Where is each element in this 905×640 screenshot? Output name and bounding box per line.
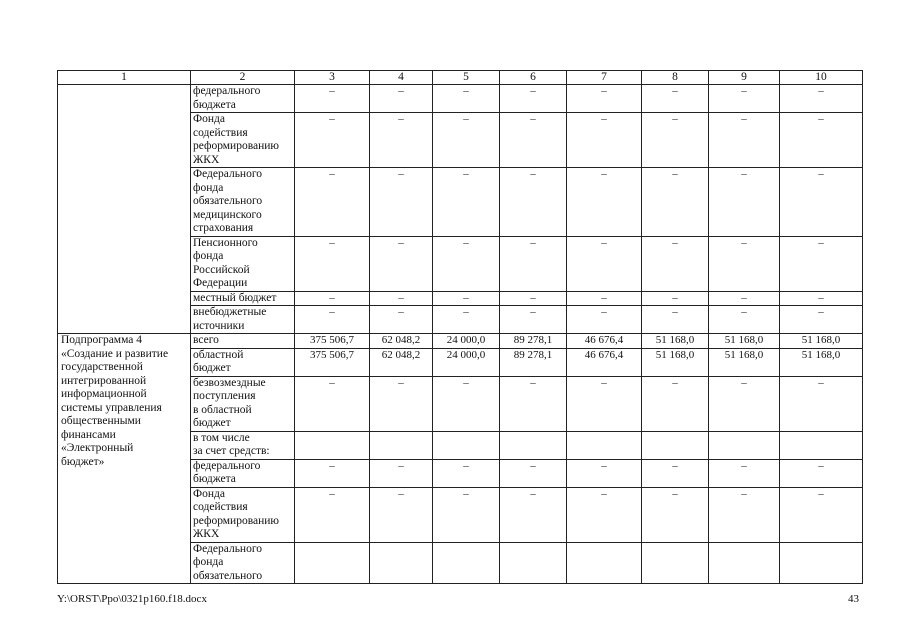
funding-source-cell: безвозмездные поступления в областной бюджет [191,376,295,431]
program-name-cell [58,85,191,334]
funding-source-cell: Федерального фонда обязательного медицинского страхования [191,168,295,237]
subprogram-name-cell: Подпрограмма 4 «Создание и развитие государственной интегрированной информационной системы управления общественными финансами «Электронный бюджет» [58,334,191,584]
value-cell: – [567,85,642,113]
value-cell: – [500,113,567,168]
value-cell: 89 278,1 [500,334,567,349]
value-cell: – [433,113,500,168]
header-cell: 2 [191,71,295,85]
value-cell: – [709,487,780,542]
value-cell: – [567,236,642,291]
value-cell: – [642,236,709,291]
value-cell [370,431,433,459]
value-cell: – [780,85,863,113]
value-cell: – [780,459,863,487]
value-cell [709,542,780,584]
value-cell: 51 168,0 [642,334,709,349]
value-cell: – [709,85,780,113]
value-cell [642,542,709,584]
footer-page-number: 43 [848,593,859,605]
funding-source-cell: Фонда содействия реформированию ЖКХ [191,487,295,542]
value-cell: – [642,306,709,334]
value-cell [295,431,370,459]
value-cell: – [295,85,370,113]
value-cell [370,542,433,584]
value-cell: 375 506,7 [295,334,370,349]
value-cell: – [642,291,709,306]
value-cell: – [567,291,642,306]
value-cell [567,431,642,459]
value-cell: – [500,459,567,487]
value-cell: – [295,487,370,542]
value-cell: – [295,306,370,334]
value-cell [709,431,780,459]
value-cell: – [567,306,642,334]
value-cell: – [780,376,863,431]
funding-source-cell: Фонда содействия реформированию ЖКХ [191,113,295,168]
value-cell: – [642,113,709,168]
value-cell: – [370,168,433,237]
header-cell: 4 [370,71,433,85]
header-cell: 1 [58,71,191,85]
value-cell: – [370,306,433,334]
header-cell: 9 [709,71,780,85]
value-cell: – [500,487,567,542]
value-cell: – [500,85,567,113]
value-cell: – [567,487,642,542]
header-cell: 6 [500,71,567,85]
value-cell [500,542,567,584]
value-cell: – [295,459,370,487]
header-cell: 5 [433,71,500,85]
value-cell: – [433,306,500,334]
value-cell: – [500,306,567,334]
value-cell: – [433,291,500,306]
funding-source-cell: областной бюджет [191,348,295,376]
value-cell: – [433,168,500,237]
value-cell: – [709,168,780,237]
value-cell [433,542,500,584]
value-cell: – [500,376,567,431]
value-cell: 46 676,4 [567,334,642,349]
value-cell: 51 168,0 [709,348,780,376]
value-cell: – [370,113,433,168]
funding-source-cell: всего [191,334,295,349]
value-cell: – [370,236,433,291]
value-cell: – [709,306,780,334]
value-cell: – [567,113,642,168]
funding-source-cell: федерального бюджета [191,85,295,113]
value-cell: – [500,291,567,306]
value-cell [433,431,500,459]
value-cell: 375 506,7 [295,348,370,376]
value-cell: – [780,168,863,237]
value-cell: – [433,236,500,291]
value-cell: – [709,376,780,431]
value-cell: 51 168,0 [780,334,863,349]
value-cell: – [500,168,567,237]
value-cell: – [642,168,709,237]
value-cell [567,542,642,584]
value-cell: – [642,85,709,113]
value-cell: – [370,291,433,306]
header-cell: 10 [780,71,863,85]
value-cell: – [295,376,370,431]
funding-source-cell: местный бюджет [191,291,295,306]
value-cell: – [433,459,500,487]
value-cell: 62 048,2 [370,348,433,376]
budget-table [57,70,863,584]
value-cell: – [642,376,709,431]
value-cell: – [370,459,433,487]
value-cell: – [295,236,370,291]
value-cell: – [642,459,709,487]
header-cell: 3 [295,71,370,85]
value-cell: – [433,376,500,431]
header-row [58,71,863,85]
value-cell: – [433,85,500,113]
value-cell [295,542,370,584]
funding-source-cell: в том числе за счет средств: [191,431,295,459]
value-cell: – [370,376,433,431]
value-cell: – [780,113,863,168]
value-cell: – [567,459,642,487]
value-cell: – [370,487,433,542]
funding-source-cell: федерального бюджета [191,459,295,487]
value-cell: – [709,459,780,487]
header-cell: 8 [642,71,709,85]
value-cell [642,431,709,459]
value-cell: – [567,376,642,431]
value-cell: – [709,236,780,291]
table-row [58,85,863,113]
value-cell: – [295,113,370,168]
value-cell [780,542,863,584]
footer-file-path: Y:\ORST\Ppo\0321p160.f18.docx [57,593,207,605]
value-cell: – [780,291,863,306]
value-cell: – [709,113,780,168]
value-cell: 51 168,0 [709,334,780,349]
value-cell: 51 168,0 [642,348,709,376]
value-cell: 62 048,2 [370,334,433,349]
value-cell: – [780,487,863,542]
funding-source-cell: Федерального фонда обязательного [191,542,295,584]
value-cell: 46 676,4 [567,348,642,376]
funding-source-cell: внебюджетные источники [191,306,295,334]
value-cell: – [370,85,433,113]
value-cell: – [709,291,780,306]
value-cell: 24 000,0 [433,334,500,349]
value-cell: – [433,487,500,542]
value-cell [500,431,567,459]
funding-source-cell: Пенсионного фонда Российской Федерации [191,236,295,291]
header-cell: 7 [567,71,642,85]
value-cell: 51 168,0 [780,348,863,376]
value-cell: – [780,306,863,334]
value-cell: – [780,236,863,291]
value-cell: 24 000,0 [433,348,500,376]
value-cell: – [642,487,709,542]
value-cell: – [295,291,370,306]
value-cell: – [567,168,642,237]
table-row [58,334,863,349]
value-cell: – [500,236,567,291]
value-cell: 89 278,1 [500,348,567,376]
value-cell: – [295,168,370,237]
value-cell [780,431,863,459]
